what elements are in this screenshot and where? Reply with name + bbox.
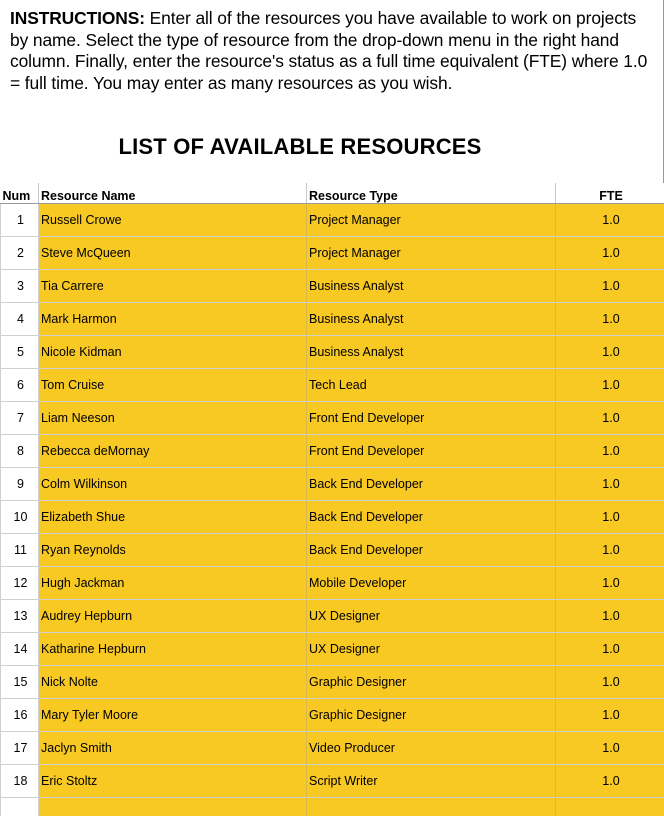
table-row: [1, 699, 664, 732]
resource-type-cell[interactable]: Business Analyst: [307, 303, 556, 336]
table-row: [1, 666, 664, 699]
row-number-cell: 5: [1, 336, 39, 369]
fte-cell[interactable]: 1.0: [556, 666, 664, 699]
row-number-cell: 6: [1, 369, 39, 402]
fte-cell[interactable]: 1.0: [556, 435, 664, 468]
fte-cell[interactable]: 1.0: [556, 402, 664, 435]
resource-name-cell[interactable]: Hugh Jackman: [39, 567, 307, 600]
row-number-cell: 11: [1, 534, 39, 567]
row-number-cell: 10: [1, 501, 39, 534]
page-title: LIST OF AVAILABLE RESOURCES: [0, 134, 600, 160]
table-row: [1, 534, 664, 567]
resource-name-cell[interactable]: Elizabeth Shue: [39, 501, 307, 534]
resource-name-cell[interactable]: Tom Cruise: [39, 369, 307, 402]
column-header-resource-name[interactable]: Resource Name: [39, 183, 307, 204]
resource-type-cell[interactable]: Front End Developer: [307, 402, 556, 435]
resource-type-cell[interactable]: Business Analyst: [307, 336, 556, 369]
table-row: [1, 567, 664, 600]
resource-type-cell[interactable]: Mobile Developer: [307, 567, 556, 600]
resource-type-cell[interactable]: Project Manager: [307, 204, 556, 237]
resource-type-cell[interactable]: Graphic Designer: [307, 666, 556, 699]
empty-cell[interactable]: [39, 798, 307, 816]
fte-cell[interactable]: 1.0: [556, 600, 664, 633]
resource-type-cell[interactable]: Back End Developer: [307, 534, 556, 567]
table-row: [1, 237, 664, 270]
row-number-cell: 16: [1, 699, 39, 732]
column-header-fte[interactable]: FTE: [556, 183, 664, 204]
row-number-cell: 7: [1, 402, 39, 435]
fte-cell[interactable]: 1.0: [556, 270, 664, 303]
row-number-cell: 12: [1, 567, 39, 600]
row-number-cell: 4: [1, 303, 39, 336]
instructions-label: INSTRUCTIONS:: [10, 8, 145, 28]
resource-name-cell[interactable]: Mark Harmon: [39, 303, 307, 336]
table-row: [1, 402, 664, 435]
resource-type-cell[interactable]: Front End Developer: [307, 435, 556, 468]
table-row: [1, 468, 664, 501]
table-row: [1, 303, 664, 336]
resource-type-cell[interactable]: Tech Lead: [307, 369, 556, 402]
resource-name-cell[interactable]: Jaclyn Smith: [39, 732, 307, 765]
resource-name-cell[interactable]: Katharine Hepburn: [39, 633, 307, 666]
table-row: [1, 600, 664, 633]
table-row: [1, 336, 664, 369]
resource-name-cell[interactable]: Eric Stoltz: [39, 765, 307, 798]
fte-cell[interactable]: 1.0: [556, 765, 664, 798]
row-number-cell: 17: [1, 732, 39, 765]
fte-cell[interactable]: 1.0: [556, 468, 664, 501]
resources-table: [0, 183, 664, 816]
resource-name-cell[interactable]: Rebecca deMornay: [39, 435, 307, 468]
resource-name-cell[interactable]: Tia Carrere: [39, 270, 307, 303]
resource-type-cell[interactable]: UX Designer: [307, 633, 556, 666]
row-number-cell: 3: [1, 270, 39, 303]
row-number-cell: 13: [1, 600, 39, 633]
resource-type-cell[interactable]: Business Analyst: [307, 270, 556, 303]
table-row: [1, 732, 664, 765]
instructions-body: Enter all of the resources you have available to work on projects by name. Select the type of resource from the drop-down menu in the right hand column. Finally, enter the resource's status as a full time equivalent (FTE) where 1.0 = full time. You may enter as many resources as you wish.: [10, 8, 647, 93]
column-header-resource-type[interactable]: Resource Type: [307, 183, 556, 204]
fte-cell[interactable]: 1.0: [556, 534, 664, 567]
fte-cell[interactable]: 1.0: [556, 369, 664, 402]
fte-cell[interactable]: 1.0: [556, 204, 664, 237]
fte-cell[interactable]: 1.0: [556, 336, 664, 369]
table-row: [1, 435, 664, 468]
fte-cell[interactable]: 1.0: [556, 501, 664, 534]
instructions-text: [10, 8, 650, 94]
resource-type-cell[interactable]: Video Producer: [307, 732, 556, 765]
resource-type-cell[interactable]: UX Designer: [307, 600, 556, 633]
resource-type-cell[interactable]: Project Manager: [307, 237, 556, 270]
resource-name-cell[interactable]: Colm Wilkinson: [39, 468, 307, 501]
resource-type-cell[interactable]: Script Writer: [307, 765, 556, 798]
row-number-cell: 1: [1, 204, 39, 237]
resource-type-cell[interactable]: Graphic Designer: [307, 699, 556, 732]
row-number-cell: 8: [1, 435, 39, 468]
row-number-cell: [1, 798, 39, 816]
resource-type-cell[interactable]: Back End Developer: [307, 468, 556, 501]
table-row-empty: [1, 798, 664, 816]
row-number-cell: 14: [1, 633, 39, 666]
fte-cell[interactable]: 1.0: [556, 567, 664, 600]
resource-type-cell[interactable]: Back End Developer: [307, 501, 556, 534]
resource-name-cell[interactable]: Audrey Hepburn: [39, 600, 307, 633]
table-row: [1, 369, 664, 402]
empty-cell[interactable]: [307, 798, 556, 816]
fte-cell[interactable]: 1.0: [556, 237, 664, 270]
row-number-cell: 15: [1, 666, 39, 699]
table-row: [1, 270, 664, 303]
resource-name-cell[interactable]: Ryan Reynolds: [39, 534, 307, 567]
table-row: [1, 501, 664, 534]
row-number-cell: 9: [1, 468, 39, 501]
fte-cell[interactable]: 1.0: [556, 732, 664, 765]
resource-name-cell[interactable]: Russell Crowe: [39, 204, 307, 237]
resource-name-cell[interactable]: Nick Nolte: [39, 666, 307, 699]
table-header-row: [1, 183, 664, 204]
fte-cell[interactable]: 1.0: [556, 699, 664, 732]
resource-name-cell[interactable]: Liam Neeson: [39, 402, 307, 435]
resource-name-cell[interactable]: Nicole Kidman: [39, 336, 307, 369]
fte-cell[interactable]: 1.0: [556, 633, 664, 666]
table-row: [1, 204, 664, 237]
table-row: [1, 633, 664, 666]
column-header-num[interactable]: Num: [1, 183, 39, 204]
fte-cell[interactable]: 1.0: [556, 303, 664, 336]
row-number-cell: 18: [1, 765, 39, 798]
table-row: [1, 765, 664, 798]
resource-name-cell[interactable]: Steve McQueen: [39, 237, 307, 270]
resource-name-cell[interactable]: Mary Tyler Moore: [39, 699, 307, 732]
row-number-cell: 2: [1, 237, 39, 270]
empty-cell[interactable]: [556, 798, 664, 816]
